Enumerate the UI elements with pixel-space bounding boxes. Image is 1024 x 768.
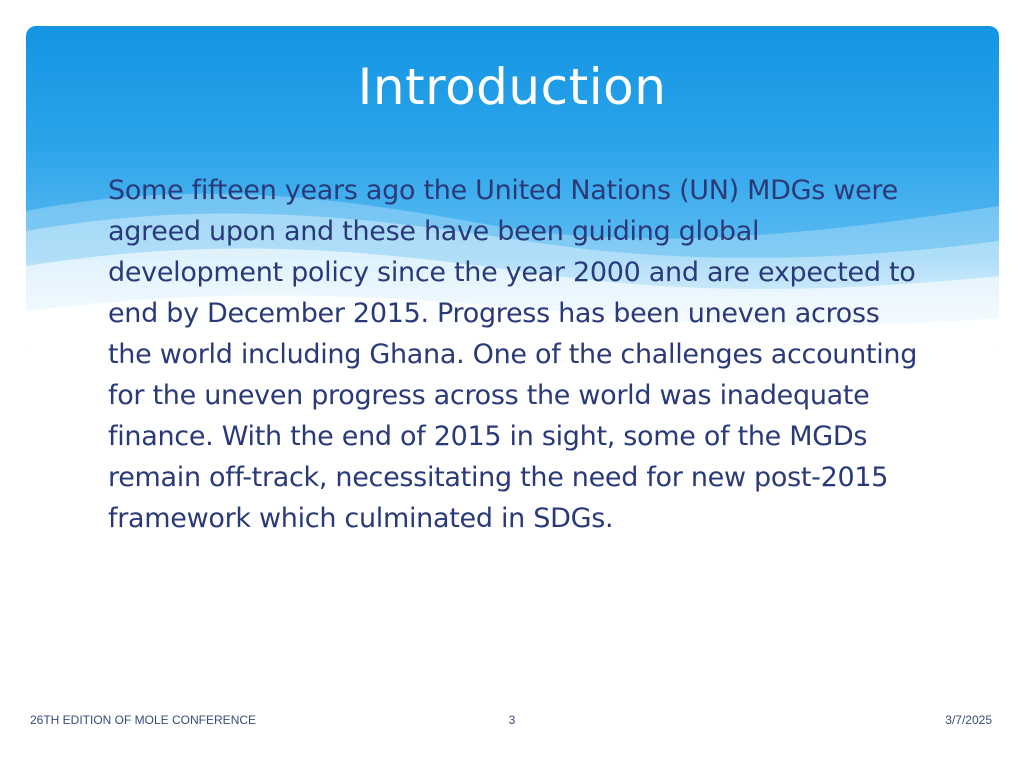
footer-date: 3/7/2025 [945,713,992,727]
body-paragraph: Some fifteen years ago the United Nations (UN) MDGs were agreed upon and these have been guiding global development policy since the year 2000 and are expected to end by December 2015. Progress has been uneven across the world including Ghana. One of the challenges accounting for the uneven progress across the world was inadequate finance. With the end of 2015 in sight, some of the MGDs remain off-track, necessitating the need for new post-2015 framework which culminated in SDGs. [108,175,918,534]
slide-title: Introduction [357,58,667,116]
footer-page-number: 3 [508,713,516,727]
footer-conference: 26TH EDITION OF MOLE CONFERENCE [30,713,257,727]
